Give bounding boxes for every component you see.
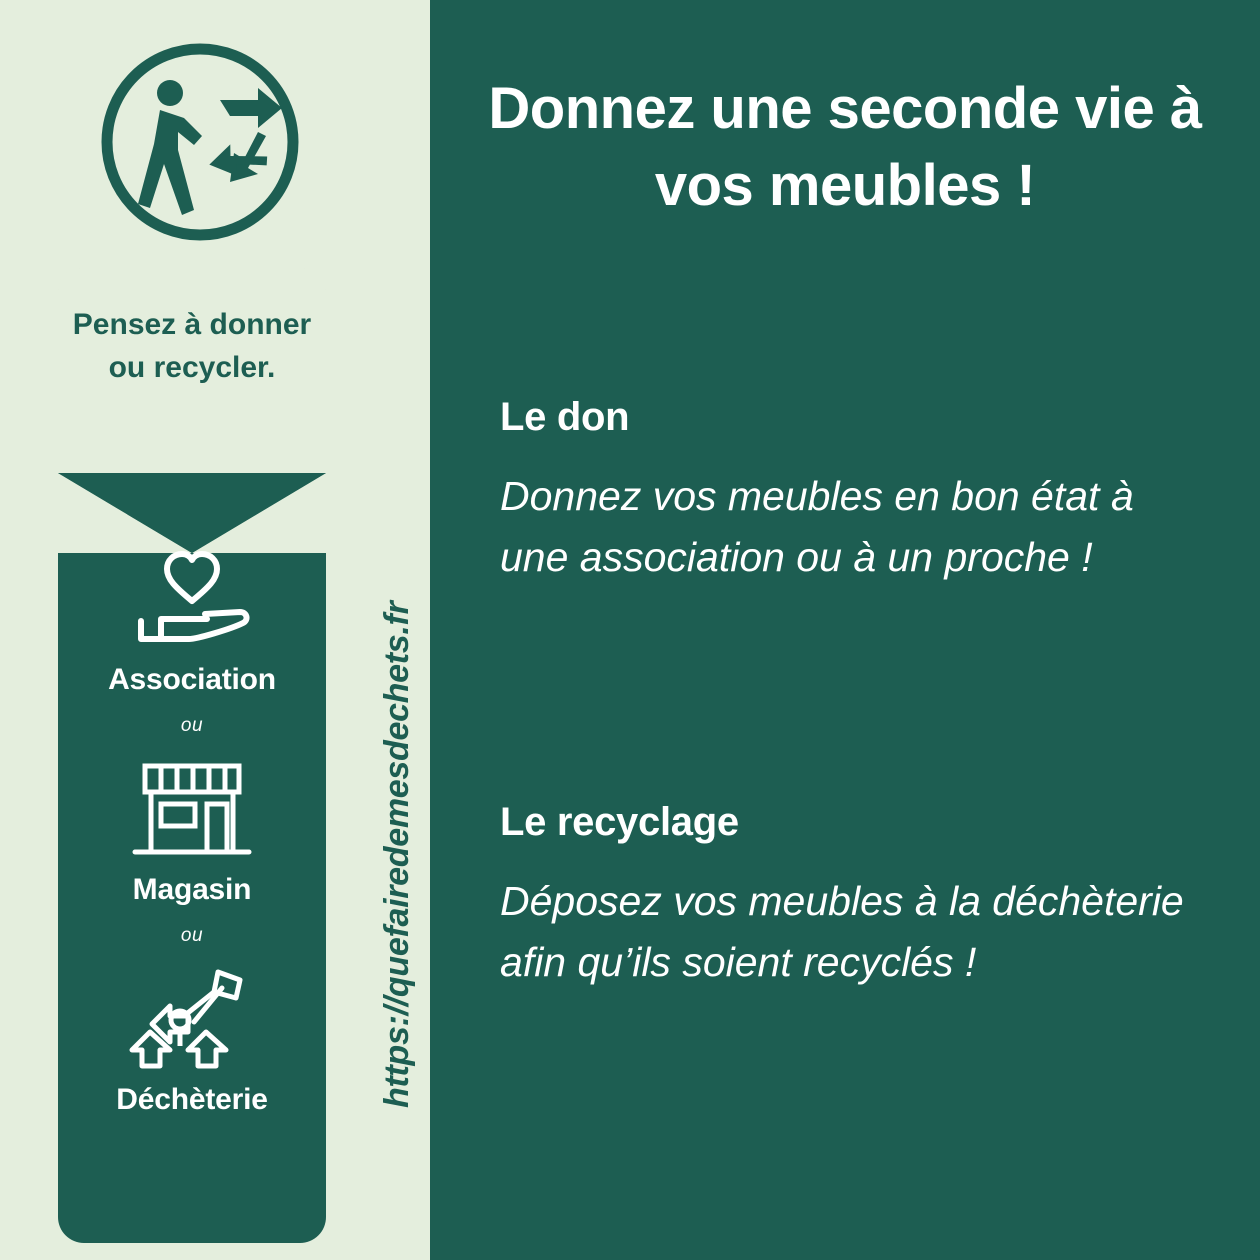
section-title: Le don <box>500 395 630 439</box>
step-separator: ou <box>180 925 204 946</box>
steps-list <box>58 543 326 1121</box>
section-body: Donnez vos meubles en bon état à une association ou à un proche ! <box>500 473 1134 580</box>
shop-icon <box>58 753 326 863</box>
list-item <box>58 963 326 1117</box>
section-le-recyclage <box>500 800 1220 992</box>
ribbon-head <box>58 268 326 473</box>
content-panel <box>430 0 1260 1260</box>
left-column <box>0 0 430 1260</box>
hand-heart-icon <box>58 543 326 653</box>
section-title: Le recyclage <box>500 800 739 844</box>
step-label: Déchèterie <box>116 1083 268 1116</box>
section-body: Déposez vos meubles à la déchèterie afin qu’ils soient recyclés ! <box>500 878 1184 985</box>
list-item <box>58 753 326 907</box>
page-title: Donnez une seconde vie à vos meubles ! <box>488 76 1202 219</box>
step-label: Magasin <box>132 873 252 906</box>
website-url[interactable] <box>336 500 416 1120</box>
ribbon-notch <box>58 473 326 553</box>
list-item <box>58 543 326 697</box>
section-le-don <box>500 395 1220 587</box>
ribbon <box>58 268 326 1243</box>
website-url-text[interactable]: https://quefairedemesdechets.fr <box>378 601 416 1108</box>
step-label: Association <box>108 663 276 696</box>
step-separator: ou <box>180 715 204 736</box>
recycling-center-icon <box>58 963 326 1073</box>
person-recycling-icon <box>98 40 303 245</box>
ribbon-heading: Pensez à donner ou recycler. <box>72 308 312 384</box>
